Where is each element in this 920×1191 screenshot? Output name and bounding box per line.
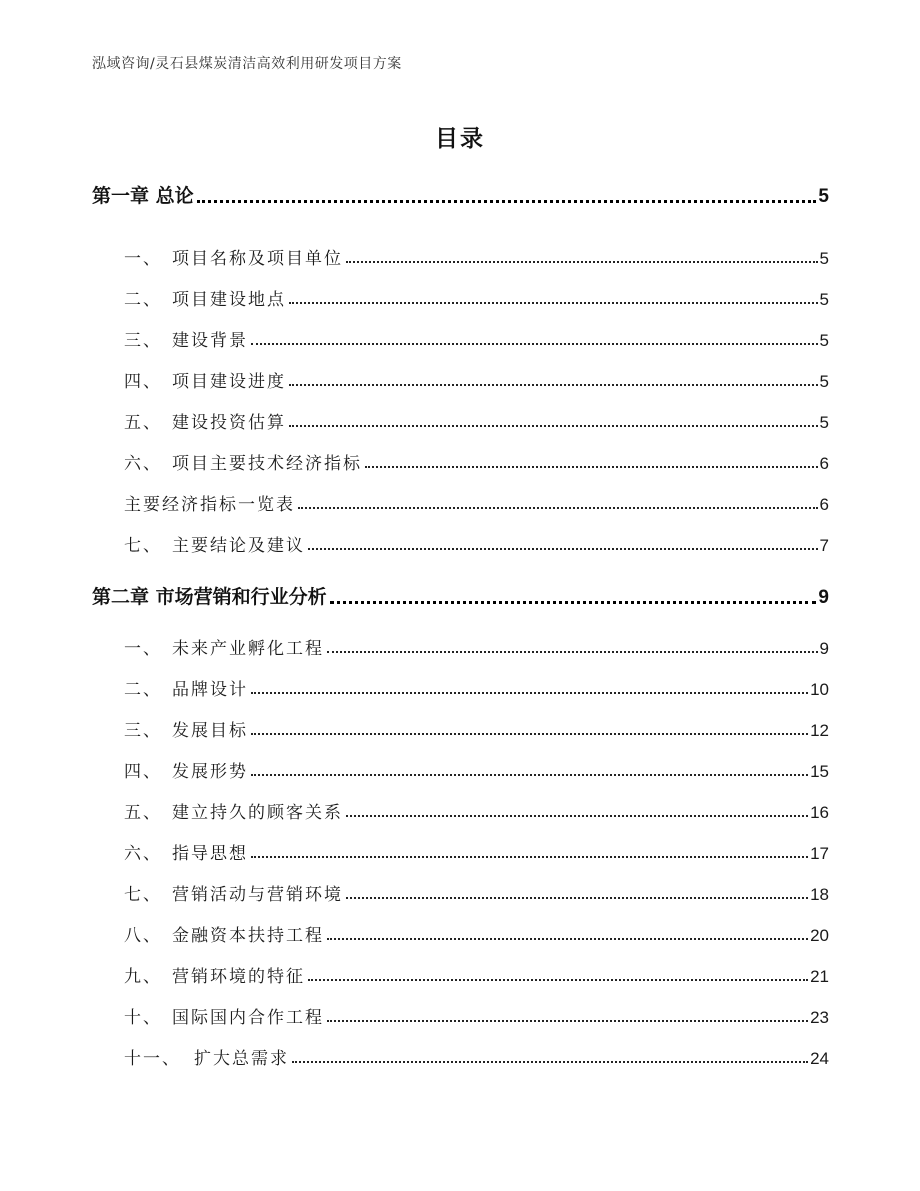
toc-leader-dots xyxy=(330,601,817,604)
toc-leader-dots xyxy=(327,938,808,940)
toc-section-number: 五、 xyxy=(124,803,162,823)
toc-section-1-5[interactable] xyxy=(124,407,829,433)
toc-leader-dots xyxy=(251,733,808,735)
toc-page-number: 9 xyxy=(819,639,829,658)
toc-leader-dots xyxy=(327,651,818,653)
toc-leader-dots xyxy=(251,774,808,776)
toc-section-number: 一、 xyxy=(124,249,162,269)
toc-leader-dots xyxy=(251,692,808,694)
toc-section-label: 主要经济指标一览表 xyxy=(124,495,295,515)
toc-section-label: 金融资本扶持工程 xyxy=(172,926,324,946)
toc-page-number: 24 xyxy=(810,1049,829,1068)
toc-leader-dots xyxy=(346,897,808,899)
toc-page-number: 6 xyxy=(819,495,829,514)
toc-section-label: 发展形势 xyxy=(172,762,248,782)
toc-section-number: 四、 xyxy=(124,762,162,782)
toc-section-number: 九、 xyxy=(124,967,162,987)
toc-section-label: 建立持久的顾客关系 xyxy=(172,803,343,823)
toc-section-number: 十、 xyxy=(124,1008,162,1028)
toc-section-number: 五、 xyxy=(124,413,162,433)
toc-page-number: 5 xyxy=(819,413,829,432)
toc-section-2-11[interactable] xyxy=(124,1043,829,1069)
toc-section-2-2[interactable] xyxy=(124,674,829,700)
toc-page-number: 5 xyxy=(819,372,829,391)
toc-section-label: 主要结论及建议 xyxy=(172,536,305,556)
toc-page-number: 16 xyxy=(810,803,829,822)
toc-section-1-table[interactable] xyxy=(124,489,829,515)
toc-page-number: 5 xyxy=(818,186,829,207)
toc-section-1-2[interactable] xyxy=(124,284,829,310)
toc-section-label: 建设投资估算 xyxy=(172,413,286,433)
toc-leader-dots xyxy=(298,507,818,509)
toc-page-number: 9 xyxy=(818,587,829,608)
toc-section-label: 项目主要技术经济指标 xyxy=(172,454,362,474)
toc-section-number: 四、 xyxy=(124,372,162,392)
toc-section-number: 十一、 xyxy=(124,1049,181,1069)
toc-section-number: 二、 xyxy=(124,680,162,700)
toc-chapter-label: 第一章 总论 xyxy=(92,185,194,207)
toc-section-2-6[interactable] xyxy=(124,838,829,864)
toc-section-2-9[interactable] xyxy=(124,961,829,987)
toc-page-number: 5 xyxy=(819,290,829,309)
toc-chapter-label: 第二章 市场营销和行业分析 xyxy=(92,586,327,608)
toc-page-number: 17 xyxy=(810,844,829,863)
toc-section-1-6[interactable] xyxy=(124,448,829,474)
toc-section-label: 发展目标 xyxy=(172,721,248,741)
toc-page-number: 12 xyxy=(810,721,829,740)
toc-section-label: 项目名称及项目单位 xyxy=(172,249,343,269)
toc-section-label: 品牌设计 xyxy=(172,680,248,700)
toc-section-2-7[interactable] xyxy=(124,879,829,905)
toc-section-label: 营销环境的特征 xyxy=(172,967,305,987)
toc-chapter-2[interactable] xyxy=(92,583,829,609)
toc-section-label: 国际国内合作工程 xyxy=(172,1008,324,1028)
toc-section-number: 八、 xyxy=(124,926,162,946)
header-rule xyxy=(90,78,830,79)
toc-section-label: 营销活动与营销环境 xyxy=(172,885,343,905)
toc-page-number: 5 xyxy=(819,249,829,268)
toc-section-1-7[interactable] xyxy=(124,530,829,556)
toc-leader-dots xyxy=(289,384,818,386)
toc-page-number: 18 xyxy=(810,885,829,904)
toc-page-number: 15 xyxy=(810,762,829,781)
toc-section-number: 六、 xyxy=(124,844,162,864)
toc-section-label: 项目建设地点 xyxy=(172,290,286,310)
toc-section-label: 项目建设进度 xyxy=(172,372,286,392)
toc-section-number: 三、 xyxy=(124,721,162,741)
toc-leader-dots xyxy=(197,200,817,203)
toc-section-number: 七、 xyxy=(124,885,162,905)
toc-leader-dots xyxy=(327,1020,808,1022)
toc-section-2-5[interactable] xyxy=(124,797,829,823)
toc-title: 目录 xyxy=(435,126,485,152)
toc-leader-dots xyxy=(251,343,818,345)
toc-section-label: 建设背景 xyxy=(172,331,248,351)
toc-page-number: 10 xyxy=(810,680,829,699)
toc-section-2-4[interactable] xyxy=(124,756,829,782)
toc-section-2-10[interactable] xyxy=(124,1002,829,1028)
toc-section-label: 指导思想 xyxy=(172,844,248,864)
toc-page-number: 21 xyxy=(810,967,829,986)
toc-section-number: 七、 xyxy=(124,536,162,556)
toc-section-number: 三、 xyxy=(124,331,162,351)
page-header: 泓域咨询/灵石县煤炭清洁高效利用研发项目方案 xyxy=(92,56,402,72)
toc-section-2-8[interactable] xyxy=(124,920,829,946)
toc-section-number: 二、 xyxy=(124,290,162,310)
toc-leader-dots xyxy=(346,261,818,263)
toc-section-2-1[interactable] xyxy=(124,633,829,659)
toc-leader-dots xyxy=(308,979,808,981)
toc-section-1-1[interactable] xyxy=(124,243,829,269)
toc-leader-dots xyxy=(292,1061,808,1063)
toc-page-number: 5 xyxy=(819,331,829,350)
toc-section-number: 一、 xyxy=(124,639,162,659)
toc-leader-dots xyxy=(289,302,818,304)
toc-section-1-4[interactable] xyxy=(124,366,829,392)
toc-leader-dots xyxy=(289,425,818,427)
toc-leader-dots xyxy=(251,856,808,858)
toc-page-number: 23 xyxy=(810,1008,829,1027)
toc-leader-dots xyxy=(308,548,818,550)
toc-chapter-1[interactable] xyxy=(92,182,829,208)
toc-section-1-3[interactable] xyxy=(124,325,829,351)
toc-page-number: 20 xyxy=(810,926,829,945)
toc-section-label: 扩大总需求 xyxy=(194,1049,289,1069)
toc-page-number: 7 xyxy=(819,536,829,555)
toc-section-label: 未来产业孵化工程 xyxy=(172,639,324,659)
toc-leader-dots xyxy=(346,815,808,817)
toc-page-number: 6 xyxy=(819,454,829,473)
toc-leader-dots xyxy=(365,466,818,468)
toc-section-2-3[interactable] xyxy=(124,715,829,741)
toc-section-number: 六、 xyxy=(124,454,162,474)
